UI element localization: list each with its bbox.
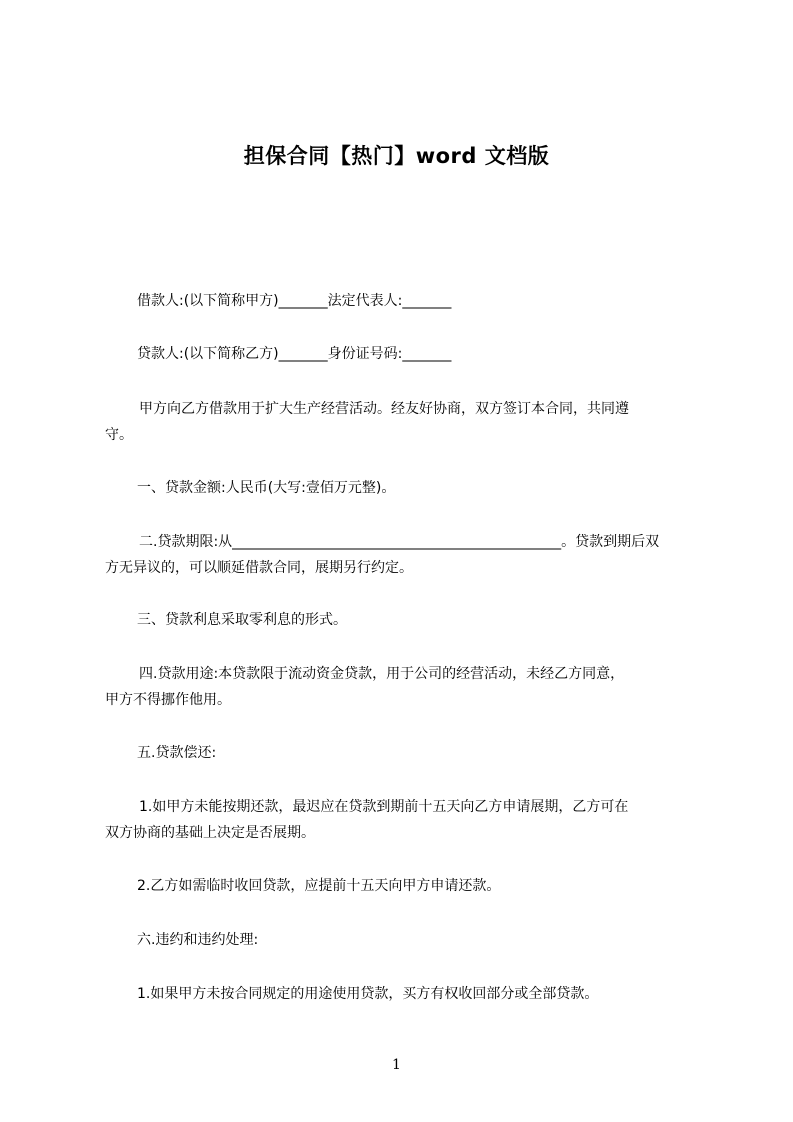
clause-2-paragraph [105, 529, 693, 581]
borrower-paragraph [105, 288, 693, 314]
clause-4-paragraph [105, 661, 693, 713]
clause-5-2-paragraph [105, 873, 693, 899]
clause-2-line-2: 方无异议的，可以顺延借款合同，展期另行约定。 [105, 560, 413, 576]
clause-1-paragraph [105, 475, 693, 501]
clause-4-line-2: 甲方不得挪作他用。 [105, 692, 231, 708]
borrower-line: 借款人:(以下简称甲方)_______法定代表人:_______ [137, 293, 452, 309]
lender-paragraph [105, 341, 693, 367]
clause-6-paragraph [105, 927, 693, 953]
clause-5-paragraph [105, 740, 693, 766]
clause-5-1-line-2: 双方协商的基础上决定是否展期。 [105, 825, 315, 841]
clause-3-paragraph [105, 607, 693, 633]
clause-5-2-line: 2.乙方如需临时收回贷款，应提前十五天向甲方申请还款。 [137, 878, 501, 894]
clause-3-line: 三、贷款利息采取零利息的形式。 [137, 612, 347, 628]
intro-paragraph [105, 396, 693, 448]
lender-line: 贷款人:(以下简称乙方)_______身份证号码:_______ [137, 346, 452, 362]
clause-1-line: 一、贷款金额:人民币(大写:壹佰万元整)。 [137, 480, 396, 496]
intro-line-1: 甲方向乙方借款用于扩大生产经营活动。经友好协商，双方签订本合同，共同遵 [139, 401, 629, 417]
clause-6-1-line: 1.如果甲方未按合同规定的用途使用贷款，买方有权收回部分或全部贷款。 [137, 986, 599, 1002]
clause-5-1-line-1: 1.如甲方未能按期还款，最迟应在贷款到期前十五天向乙方申请展期，乙方可在 [139, 799, 629, 815]
clause-4-line-1: 四.贷款用途:本贷款限于流动资金贷款，用于公司的经营活动，未经乙方同意， [139, 666, 625, 682]
page-number: 1 [392, 1057, 401, 1073]
clause-5-heading: 五.贷款偿还: [137, 745, 217, 761]
intro-line-2: 守。 [105, 427, 133, 443]
clause-6-heading: 六.违约和违约处理: [137, 932, 259, 948]
clause-2-line-1: 二.贷款期限:从_______________________________________________。贷款到期后双 [139, 534, 660, 550]
clause-5-1-paragraph [105, 794, 693, 846]
clause-6-1-paragraph [105, 981, 693, 1007]
document-title: 担保合同【热门】word 文档版 [243, 144, 550, 168]
